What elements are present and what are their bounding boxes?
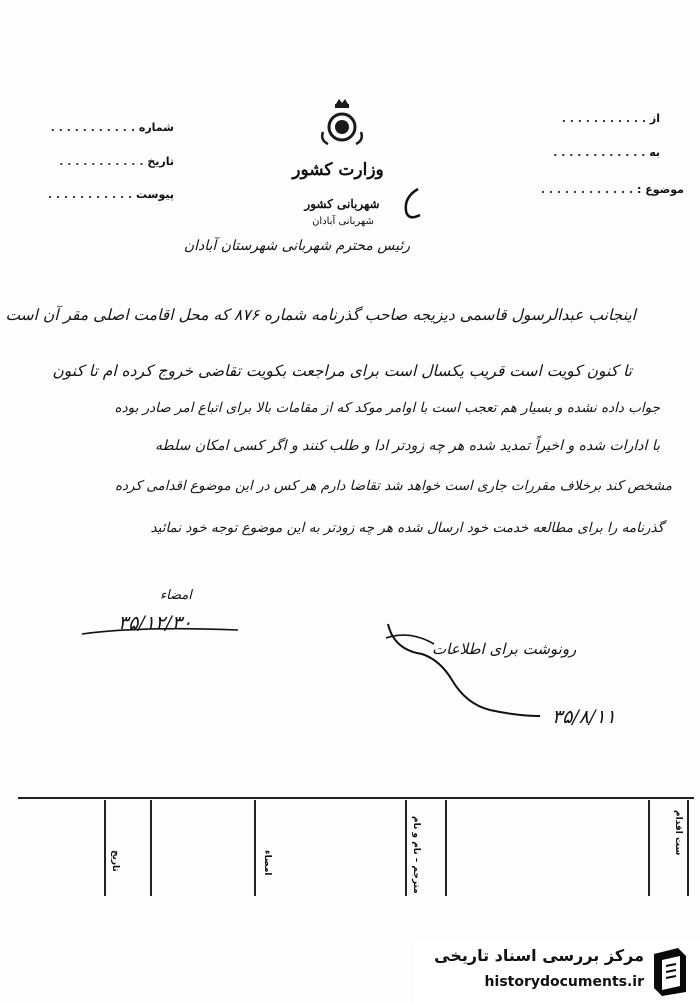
signature-underline-icon	[80, 622, 240, 642]
recipient-line: رئیس محترم شهربانی شهرستان آبادان	[183, 238, 410, 254]
lion-and-sun-emblem-icon	[318, 98, 366, 150]
watermark-footer	[415, 940, 700, 1004]
table-column-divider	[104, 800, 106, 896]
body-line: جواب داده نشده و بسیار هم تعجب است با اوامر موکد که از مقامات بالا برای اتباع امر صادر بوده	[114, 400, 660, 416]
signature-flourish-icon	[380, 620, 550, 730]
body-line: تا کنون کویت است قریب یکسال است برای مراجعت بکویت تقاضی خروج کرده ام تا کنون	[52, 362, 632, 380]
table-top-rule	[18, 797, 694, 799]
table-column-divider	[405, 800, 407, 896]
from-field: از . . . . . . . . . . .	[561, 112, 660, 125]
watermark-org: مرکز بررسی اسناد تاریخی	[434, 946, 644, 965]
body-line: اینجانب عبدالرسول قاسمی دیزیجه صاحب گذرنامه شماره ۸۷۶ که محل اقامت اصلی مقر آن است	[5, 306, 636, 324]
table-column-divider	[150, 800, 152, 896]
referral-note: رونوشت برای اطلاعات	[432, 640, 577, 658]
city-police-title: شهربانی آبادان	[312, 216, 374, 227]
table-header-translator: مترجم – نام و نام	[411, 816, 421, 894]
attachment-field: پیوست . . . . . . . . . . .	[47, 188, 174, 201]
table-header-action: ست اقدام	[673, 810, 683, 856]
signature-label: امضاء	[160, 588, 192, 603]
handwritten-mark-icon	[398, 185, 428, 225]
body-line: با ادارات شده و اخیراً تمدید شده هر چه زودتر ادا و طلب کنند و اگر کسی امکان سلطه	[155, 438, 660, 454]
police-title: شهربانی کشور	[304, 197, 380, 211]
table-column-divider	[445, 800, 447, 896]
referral-date: ۳۵/۸/۱۱	[552, 706, 616, 728]
table-column-divider	[648, 800, 650, 896]
ministry-title: وزارت کشور	[292, 160, 384, 180]
body-line: مشخص کند برخلاف مقررات جاری است خواهد شد تقاضا دارم هر کس در این موضوع اقدامی کرده	[114, 478, 672, 494]
table-column-divider	[687, 800, 689, 896]
subject-field: موضوع : . . . . . . . . . . . .	[540, 183, 684, 196]
watermark-site: historydocuments.ir	[484, 974, 644, 990]
book-logo-icon	[648, 946, 692, 998]
signature-date: ۳۵/۱۲/۳۰	[118, 612, 193, 634]
body-line: گذرنامه را برای مطالعه خدمت خود ارسال شده هر چه زودتر به این موضوع توجه خود نمائید	[150, 520, 664, 536]
table-column-divider	[254, 800, 256, 896]
number-field: شماره . . . . . . . . . . .	[50, 121, 174, 134]
to-field: به . . . . . . . . . . . .	[553, 146, 660, 159]
date-field: تاریخ . . . . . . . . . . .	[59, 155, 174, 168]
table-header-date: تاریخ	[110, 850, 120, 872]
table-header-signature: امضاء	[262, 850, 272, 876]
